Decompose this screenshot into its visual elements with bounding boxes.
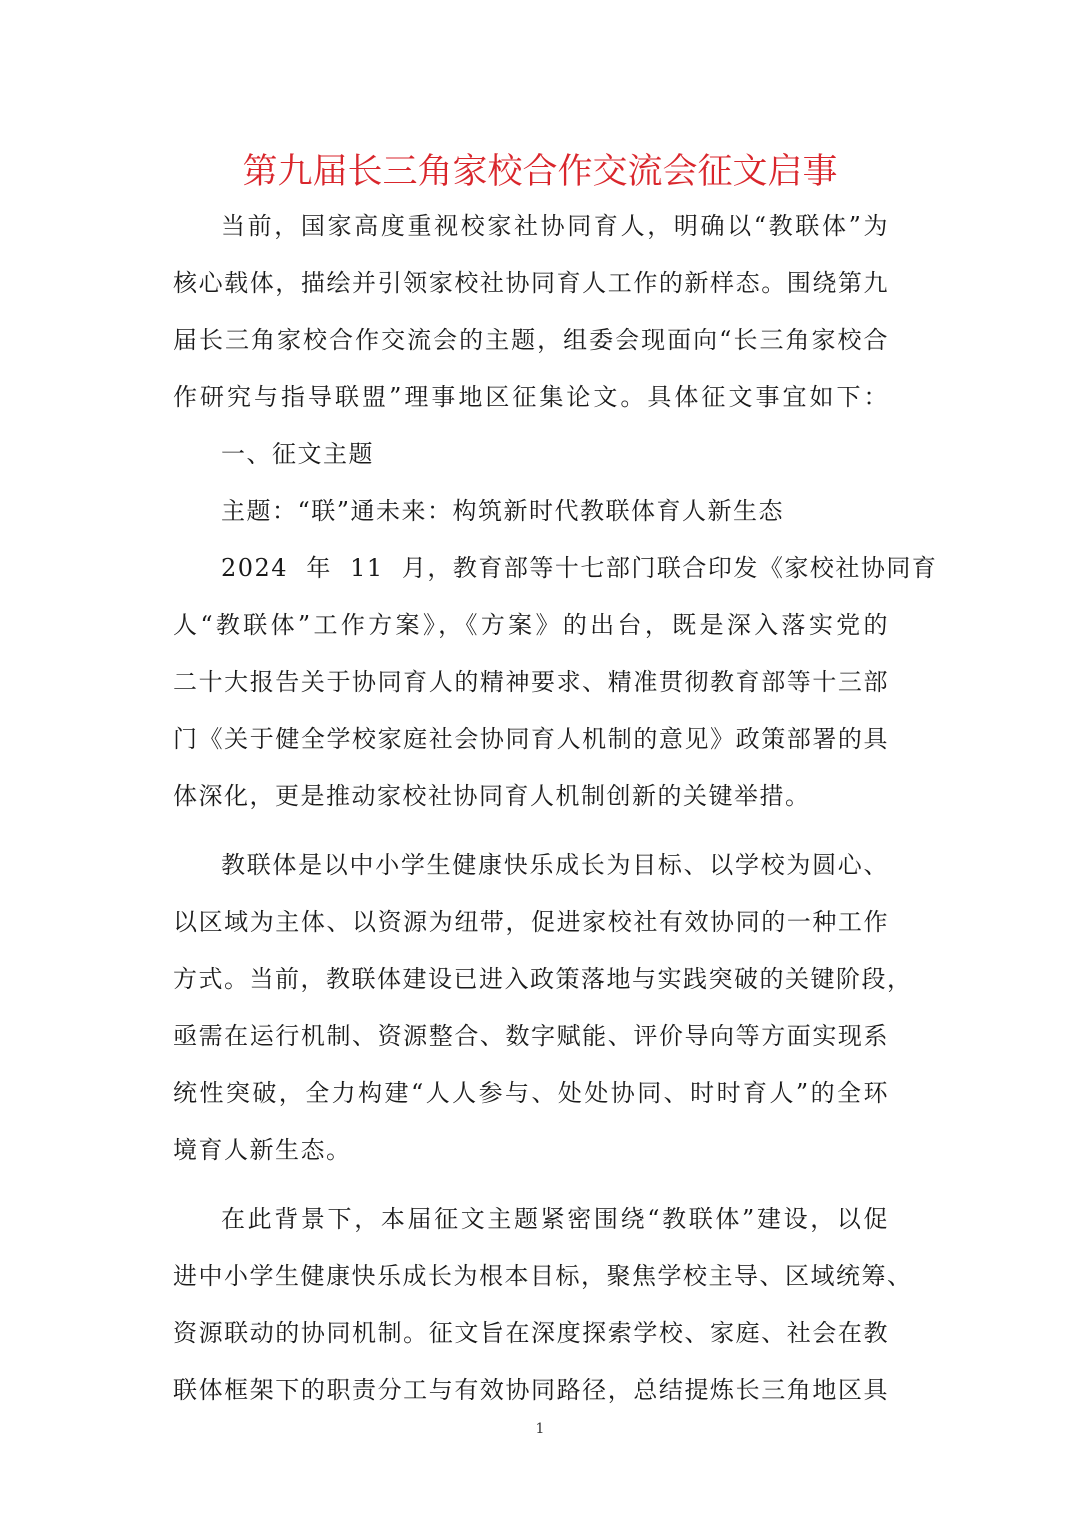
text-line: 境育人新生态。 — [173, 1136, 352, 1164]
text-line: 一、征文主题 — [221, 440, 374, 468]
paragraph-definition — [173, 837, 913, 1179]
text-line: 2024 年 11 月，教育部等十七部门联合印发《家校社协同育 — [221, 554, 938, 582]
text-line: 方式。当前，教联体建设已进入政策落地与实践突破的关键阶段， — [173, 965, 913, 993]
text-line: 作研究与指导联盟”理事地区征集论文。具体征文事宜如下： — [173, 383, 889, 411]
text-line: 核心载体，描绘并引领家校社协同育人工作的新样态。围绕第九 — [173, 269, 889, 297]
text-line: 门《关于健全学校家庭社会协同育人机制的意见》政策部署的具 — [173, 725, 889, 753]
text-line: 主题：“联”通未来：构筑新时代教联体育人新生态 — [221, 497, 785, 525]
paragraph-gap — [173, 1179, 889, 1191]
text-line: 当前，国家高度重视校家社协同育人，明确以“教联体”为 — [221, 212, 889, 240]
text-line: 以区域为主体、以资源为纽带，促进家校社有效协同的一种工作 — [173, 908, 889, 936]
paragraph-context — [173, 1191, 913, 1419]
paragraph-gap — [173, 825, 889, 837]
paragraph-intro — [173, 198, 889, 426]
text-line: 教联体是以中小学生健康快乐成长为目标、以学校为圆心、 — [221, 851, 889, 879]
text-line: 亟需在运行机制、资源整合、数字赋能、评价导向等方面实现系 — [173, 1022, 889, 1050]
text-line: 届长三角家校合作交流会的主题，组委会现面向“长三角家校合 — [173, 326, 889, 354]
text-line: 人“教联体”工作方案》，《方案》的出台，既是深入落实党的 — [173, 611, 889, 639]
text-line: 资源联动的协同机制。征文旨在深度探索学校、家庭、社会在教 — [173, 1319, 889, 1347]
text-line: 二十大报告关于协同育人的精神要求、精准贯彻教育部等十三部 — [173, 668, 889, 696]
theme-statement — [173, 483, 889, 540]
section-heading — [173, 426, 889, 483]
text-line: 体深化，更是推动家校社协同育人机制创新的关键举措。 — [173, 782, 811, 810]
document-title: 第九届长三角家校合作交流会征文启事 — [242, 152, 838, 192]
paragraph-background — [173, 540, 938, 825]
text-line: 联体框架下的职责分工与有效协同路径，总结提炼长三角地区具 — [173, 1376, 889, 1404]
text-line: 进中小学生健康快乐成长为根本目标，聚焦学校主导、区域统筹、 — [173, 1262, 913, 1290]
text-line: 统性突破，全力构建“人人参与、处处协同、时时育人”的全环 — [173, 1079, 889, 1107]
page-number: 1 — [535, 1421, 545, 1437]
document-body — [173, 198, 938, 1419]
text-line: 在此背景下，本届征文主题紧密围绕“教联体”建设，以促 — [221, 1205, 889, 1233]
